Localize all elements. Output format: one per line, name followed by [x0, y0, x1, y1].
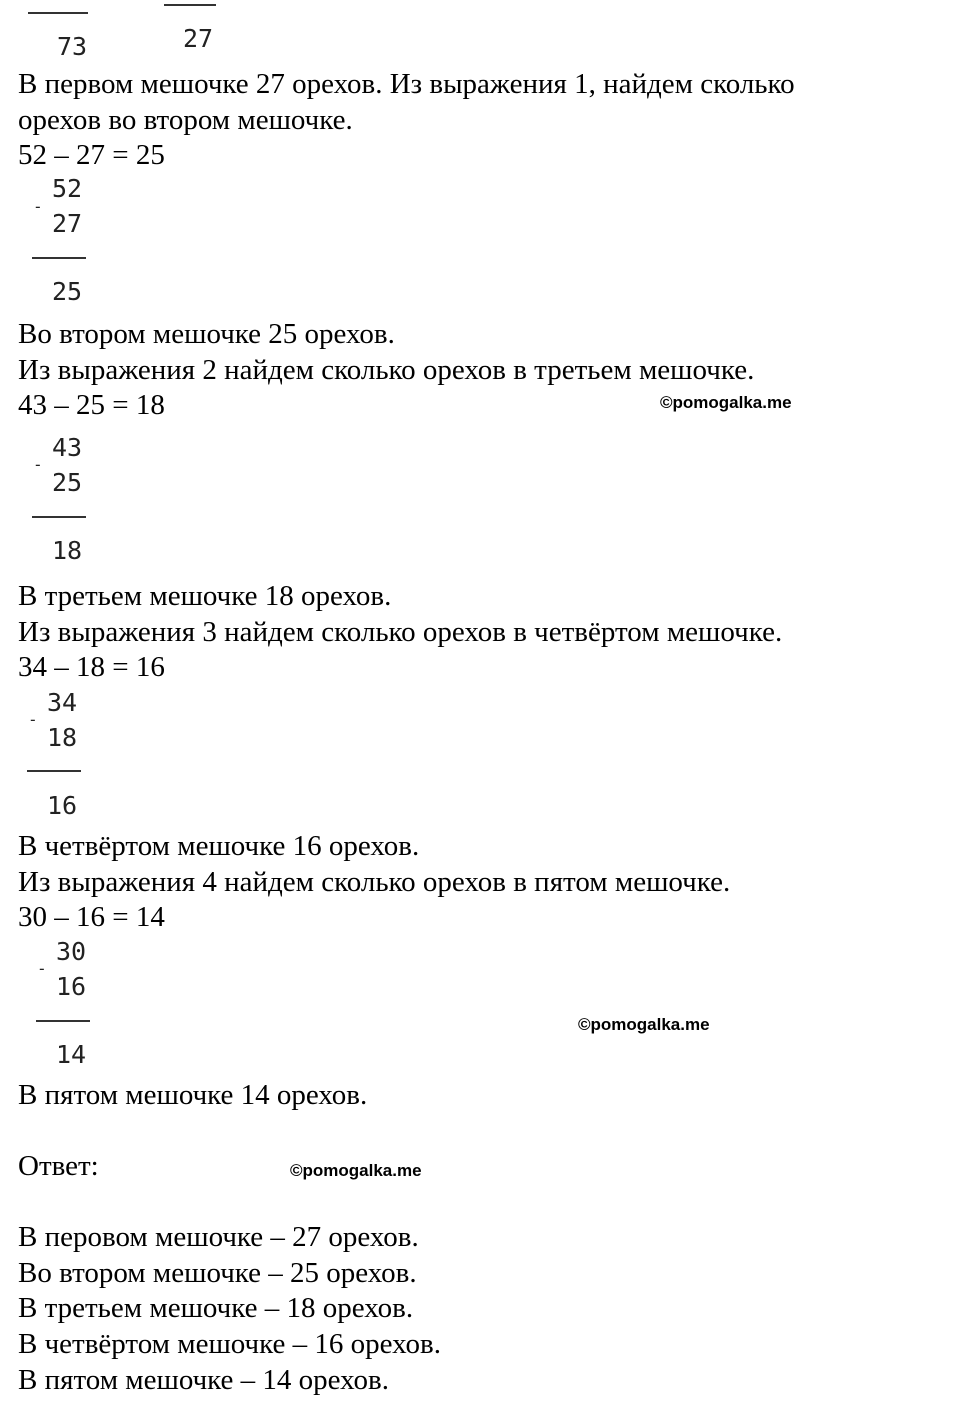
minus-sign: -: [28, 710, 38, 729]
column-result: 18: [52, 536, 83, 565]
answer-item: В пятом мешочке – 14 орехов.: [18, 1364, 389, 1396]
column-top: 52: [52, 174, 83, 203]
column-top: 34: [47, 688, 78, 717]
column-bar: [27, 770, 81, 772]
column-result: 73: [57, 32, 88, 61]
text-line: В первом мешочке 27 орехов. Из выражения 1, найдем сколько: [18, 68, 795, 100]
answer-item: В перовом мешочке – 27 орехов.: [18, 1221, 419, 1253]
column-bottom: 25: [52, 468, 83, 497]
text-line: В третьем мешочке 18 орехов.: [18, 580, 392, 612]
column-bar: [28, 12, 88, 14]
text-line: Из выражения 4 найдем сколько орехов в пятом мешочке.: [18, 866, 731, 898]
column-bar: [36, 1020, 90, 1022]
column-bar: [164, 4, 216, 6]
text-line: В пятом мешочке 14 орехов.: [18, 1079, 368, 1111]
equation: 34 – 18 = 16: [18, 651, 165, 683]
answer-item: В третьем мешочке – 18 орехов.: [18, 1292, 414, 1324]
equation: 52 – 27 = 25: [18, 139, 165, 171]
column-top: 30: [56, 937, 87, 966]
equation: 43 – 25 = 18: [18, 389, 165, 421]
column-bar: [32, 516, 86, 518]
column-bottom: 16: [56, 972, 87, 1001]
text-line: Из выражения 2 найдем сколько орехов в третьем мешочке.: [18, 354, 755, 386]
text-line: В четвёртом мешочке 16 орехов.: [18, 830, 420, 862]
column-result: 14: [56, 1040, 87, 1069]
column-top: 43: [52, 433, 83, 462]
column-result: 25: [52, 277, 83, 306]
answer-label: Ответ:: [18, 1150, 99, 1182]
minus-sign: -: [37, 959, 47, 978]
answer-item: Во втором мешочке – 25 орехов.: [18, 1257, 417, 1289]
column-bottom: 18: [47, 723, 78, 752]
answer-item: В четвёртом мешочке – 16 орехов.: [18, 1328, 441, 1360]
minus-sign: -: [33, 197, 43, 216]
watermark: ©pomogalka.me: [290, 1161, 422, 1180]
column-bottom: 27: [52, 209, 83, 238]
text-line: Из выражения 3 найдем сколько орехов в четвёртом мешочке.: [18, 616, 783, 648]
column-bar: [32, 257, 86, 259]
watermark: ©pomogalka.me: [578, 1015, 710, 1034]
minus-sign: -: [33, 455, 43, 474]
text-line: орехов во втором мешочке.: [18, 104, 353, 136]
column-result: 27: [183, 24, 214, 53]
text-line: Во втором мешочке 25 орехов.: [18, 318, 395, 350]
equation: 30 – 16 = 14: [18, 901, 165, 933]
column-result: 16: [47, 791, 78, 820]
watermark: ©pomogalka.me: [660, 393, 792, 412]
